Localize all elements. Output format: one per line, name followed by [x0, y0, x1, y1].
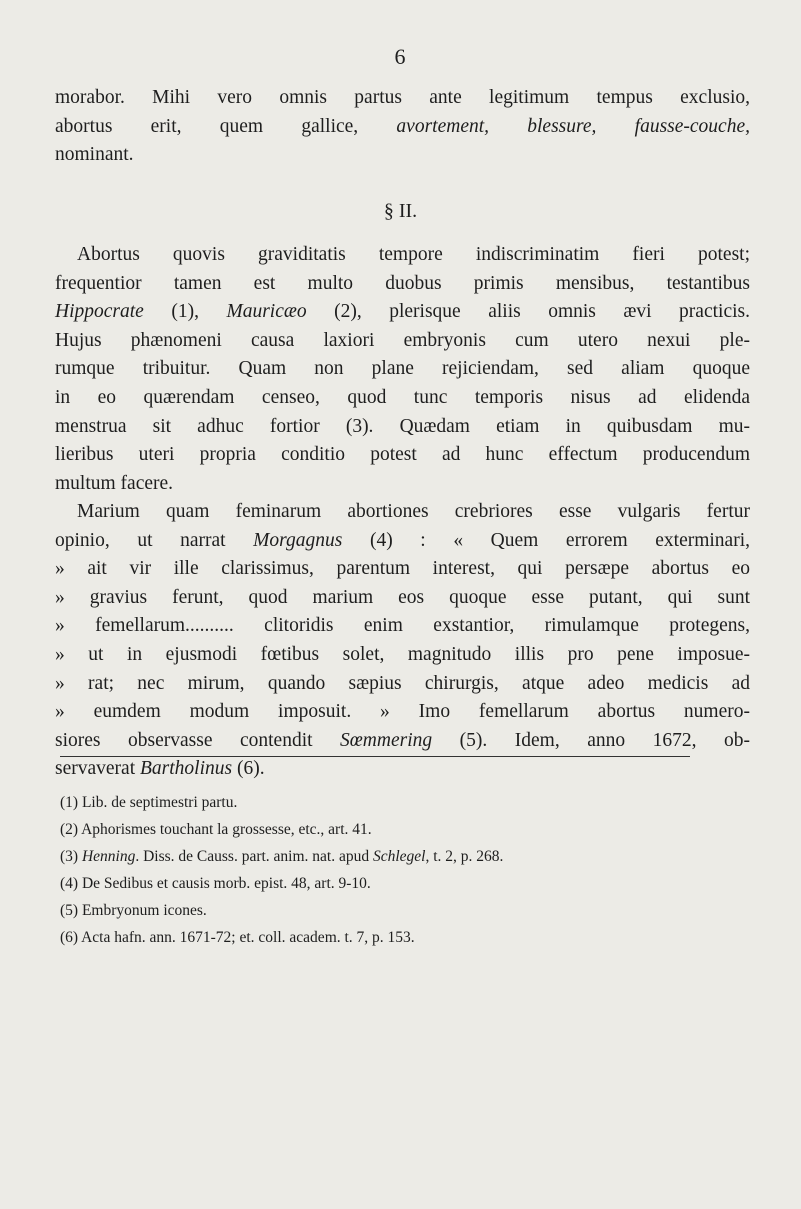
footnote: [60, 843, 750, 870]
text-line: » eumdem modum imposuit. » Imo femellarum abortus numero-: [55, 701, 750, 723]
text-line: Hujus phænomeni causa laxiori embryonis cum utero nexui ple-: [55, 329, 750, 351]
text-line: [55, 527, 750, 556]
footnote: (4) De Sedibus et causis morb. epist. 48, art. 9-10.: [60, 875, 371, 892]
text-line: [55, 755, 750, 784]
intro-paragraph: [55, 84, 750, 170]
text-line: » ut in ejusmodi fœtibus solet, magnitudo illis pro pene imposue-: [55, 643, 750, 665]
text-run: (3): [60, 848, 82, 865]
text-run: (4) : « Quem errorem exterminari,: [342, 529, 750, 551]
text-line: nominant.: [55, 144, 134, 166]
text-line: » rat; nec mirum, quando sæpius chirurgis, atque adeo medicis ad: [55, 672, 750, 694]
text-line: multum facere.: [55, 472, 174, 494]
text-line: rumque tribuitur. Quam non plane rejiciendam, sed aliam quoque: [55, 358, 750, 380]
text-line: Marium quam feminarum abortiones crebriores esse vulgaris fertur: [77, 501, 750, 522]
text-run: (2), plerisque aliis omnis ævi practicis.: [306, 301, 750, 323]
footnote: (6) Acta hafn. ann. 1671-72; et. coll. academ. t. 7, p. 153.: [60, 929, 415, 946]
text-line: morabor. Mihi vero omnis partus ante legitimum tempus exclusio,: [55, 87, 750, 108]
footnote: (2) Aphorismes touchant la grossesse, etc., art. 41.: [60, 821, 372, 838]
author-name: Morgagnus: [253, 529, 343, 551]
page-number: 6: [394, 44, 407, 69]
text-run: servaverat: [55, 758, 140, 780]
text-run: abortus erit, quem gallice,: [55, 115, 397, 137]
french-terms: avortement, blessure, fausse-couche,: [396, 115, 750, 137]
paragraph-1: [55, 241, 750, 498]
author-name: Bartholinus: [140, 758, 233, 780]
author-name: Mauricæo: [226, 301, 307, 323]
text-line: Abortus quovis graviditatis tempore indiscriminatim fieri potest;: [77, 244, 750, 265]
text-line: » gravius ferunt, quod marium eos quoque esse putant, qui sunt: [55, 586, 750, 608]
paragraph-2: [55, 498, 750, 784]
text-line: » ait vir ille clarissimus, parentum interest, qui persæpe abortus eo: [55, 558, 750, 580]
author-name: Sœmmering: [340, 729, 433, 751]
footnotes: [60, 789, 750, 951]
text-run: (1),: [143, 301, 227, 323]
section-heading: § II.: [383, 200, 418, 222]
footnote: (1) Lib. de septimestri partu.: [60, 794, 238, 811]
text-line: frequentior tamen est multo duobus primis mensibus, testantibus: [55, 272, 750, 294]
text-line: menstrua sit adhuc fortior (3). Quædam etiam in quibusdam mu-: [55, 415, 750, 437]
text-run: , t. 2, p. 268.: [425, 848, 504, 865]
text-run: opinio, ut narrat: [55, 529, 254, 551]
text-run: (6).: [232, 758, 265, 780]
text-run: siores observasse contendit: [55, 729, 341, 751]
text-run: . Diss. de Causs. part. anim. nat. apud: [135, 848, 373, 865]
text-line: [55, 727, 750, 756]
footnote: (5) Embryonum icones.: [60, 902, 207, 919]
text-run: (5). Idem, anno 1672, ob-: [432, 729, 750, 751]
author-name: Henning: [81, 848, 136, 865]
text-line: in eo quærendam censeo, quod tunc temporis nisus ad elidenda: [55, 386, 750, 408]
text-line: [55, 113, 750, 142]
author-name: Schlegel: [372, 848, 426, 865]
text-line: » femellarum.......... clitoridis enim exstantior, rimulamque protegens,: [55, 615, 750, 637]
text-line: lieribus uteri propria conditio potest ad hunc effectum producendum: [55, 444, 750, 466]
text-line: [55, 298, 750, 327]
author-name: Hippocrate: [55, 301, 144, 323]
footnote-divider: [60, 756, 690, 757]
